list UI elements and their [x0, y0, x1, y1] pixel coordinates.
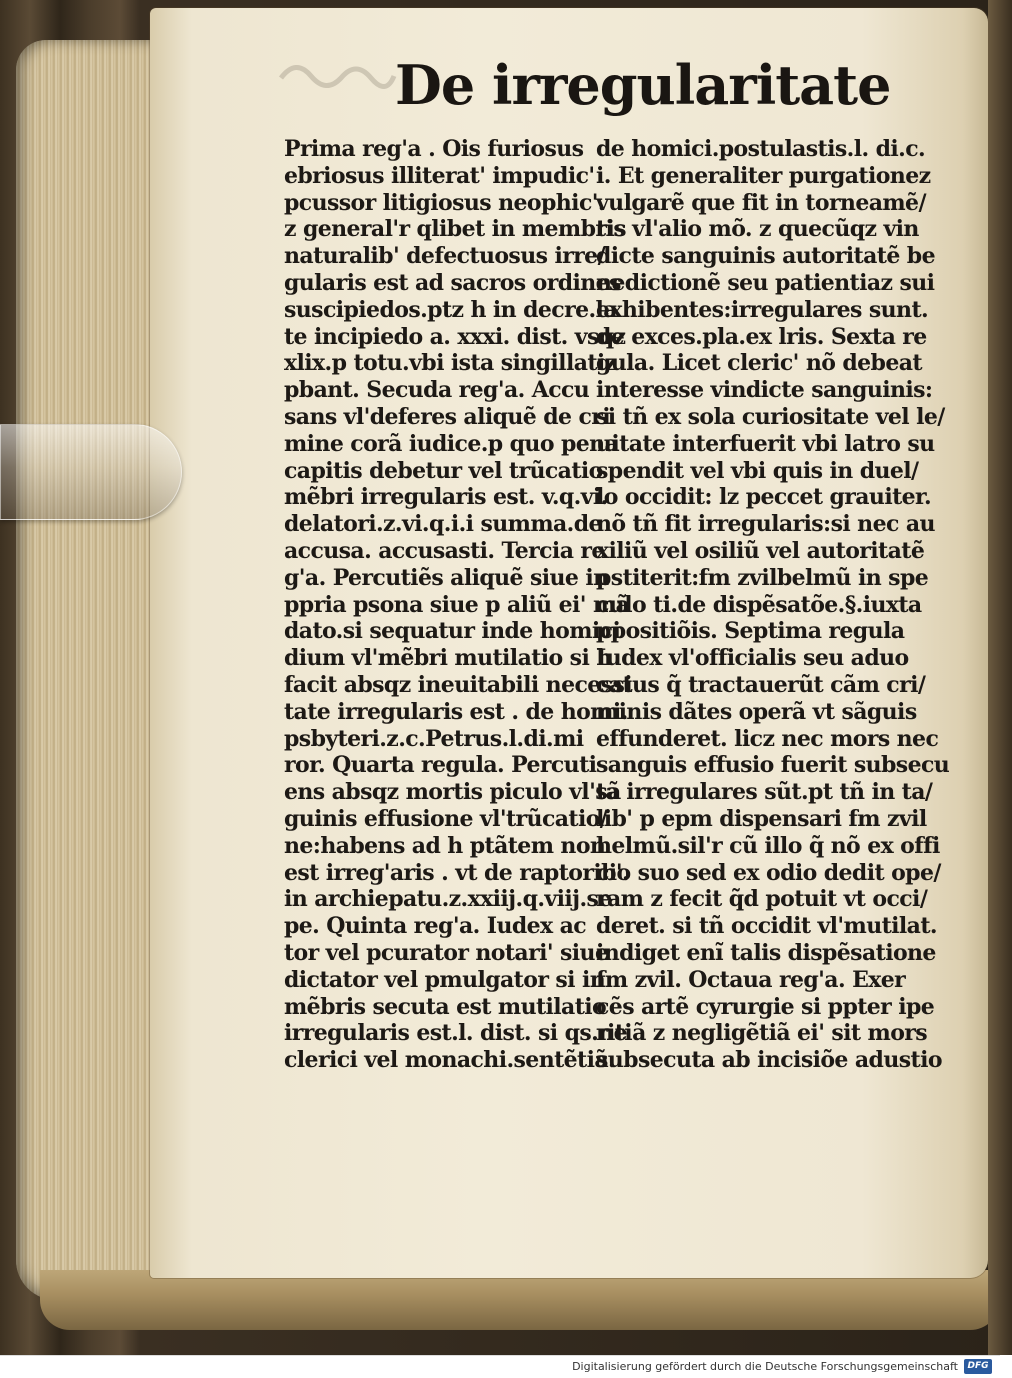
- text-line: Prima reg'a . Ois furiosus: [284, 136, 584, 162]
- text-line: xiliũ vel osiliũ vel autoritatẽ: [596, 537, 925, 564]
- text-line: catus q̃ tractauerũt cãm cri/: [596, 671, 926, 698]
- text-line: pbant. Secuda reg'a. Accu: [284, 377, 590, 404]
- text-line: te incipiedo a. xxxi. dist. vsqz: [284, 323, 626, 350]
- show-through-ink: [276, 48, 396, 98]
- text-line: helmũ.sil'r cũ illo q̃ nõ ex offi: [596, 832, 940, 859]
- text-line: uitate interfuerit vbi latro su: [596, 430, 935, 457]
- text-line: de homici.postulastis.l. di.c.: [596, 136, 926, 162]
- text-line: gula. Licet cleric' nõ debeat: [596, 350, 922, 377]
- text-line: culo ti.de dispẽsatõe.§.iuxta: [596, 591, 922, 618]
- text-line: pcussor litigiosus neophic'.: [284, 189, 605, 216]
- text-line: mẽbri irregularis est. v.q.vi.: [284, 484, 608, 511]
- text-line: naturalib' defectuosus irre/: [284, 243, 606, 270]
- text-line: i. Et generaliter purgationez: [596, 162, 931, 189]
- text-line: tis vl'alio mõ. z quecũqz vin: [596, 216, 919, 243]
- text-line: mẽbris secuta est mutilatio: [284, 993, 607, 1020]
- text-line: xlix.p totu.vbi ista singillatiz: [284, 350, 617, 377]
- text-line: tate irregularis est . de homi.: [284, 698, 628, 725]
- text-line: vulgarẽ que fit in torneamẽ/: [596, 189, 926, 216]
- text-line: si tñ ex sola curiositate vel le/: [596, 403, 945, 430]
- text-column-right: [596, 136, 950, 1074]
- text-line: est irreg'aris . vt de raptorib'.: [284, 859, 630, 886]
- footer-bar: [0, 1355, 1000, 1378]
- text-line: dato.si sequatur inde homici: [284, 618, 621, 645]
- text-line: fm zvil. Octaua reg'a. Exer: [596, 966, 906, 993]
- text-line: exhibentes:irregulares sunt.: [596, 296, 929, 323]
- text-line: suscipiedos.ptz h in decre.la: [284, 296, 617, 323]
- text-line: in archiepatu.z.xxiij.q.viij.se: [284, 886, 612, 913]
- text-line: irregularis est.l. dist. si qs.ne: [284, 1020, 628, 1047]
- page-edges: [16, 40, 158, 1300]
- text-line: lib' p epm dispensari fm zvil: [596, 805, 927, 832]
- text-line: pe. Quinta reg'a. Iudex ac: [284, 913, 587, 940]
- text-line: cio suo sed ex odio dedit ope/: [596, 859, 941, 886]
- text-line: lo occidit: lz peccet grauiter.: [596, 484, 932, 511]
- text-line: effunderet. licz nec mors nec: [596, 725, 939, 752]
- text-line: nedictionẽ seu patientiaz sui: [596, 269, 935, 296]
- text-line: ebriosus illiterat' impudic': [284, 162, 595, 189]
- text-line: spendit vel vbi quis in duel/: [596, 457, 919, 484]
- digitization-credit: Digitalisierung gefördert durch die Deutsche Forschungsgemeinschaft: [572, 1360, 958, 1373]
- text-line: cẽs artẽ cyrurgie si ppter ipe: [596, 993, 935, 1020]
- text-line: nõ tñ fit irregularis:si nec au: [596, 511, 935, 538]
- text-line: ritiã z negligẽtiã ei' sit mors: [596, 1020, 928, 1047]
- text-line: gularis est ad sacros ordines: [284, 269, 621, 296]
- text-line: de exces.pla.ex lris. Sexta re: [596, 323, 927, 350]
- book-gutter-shadow: [988, 0, 1012, 1355]
- text-line: indiget enĩ talis dispẽsatione: [596, 939, 936, 966]
- text-line: dium vl'mẽbri mutilatio si h: [284, 645, 612, 672]
- text-line: z general'r qlibet in membris: [284, 216, 626, 243]
- text-line: psbyteri.z.c.Petrus.l.di.mi: [284, 725, 584, 752]
- dfg-logo: DFG: [964, 1359, 992, 1374]
- text-line: Iudex vl'officialis seu aduo: [596, 645, 909, 672]
- text-line: ppositiõis. Septima regula: [596, 618, 905, 645]
- text-line: ta irregulares sũt.pt tñ in ta/: [596, 779, 933, 806]
- text-line: dictator vel pmulgator si in: [284, 966, 606, 993]
- book-bottom-edge: [40, 1270, 1000, 1330]
- text-line: pstiterit:fm zvilbelmũ in spe: [596, 564, 929, 591]
- text-line: sans vl'deferes aliquẽ de cri: [284, 403, 611, 430]
- page-heading: De irregularitate: [395, 53, 891, 117]
- text-line: facit absqz ineuitabili necessi: [284, 671, 632, 698]
- text-line: minis dãtes operã vt sãguis: [596, 698, 917, 725]
- text-line: ne:habens ad h ptãtem non: [284, 832, 606, 859]
- text-line: ens absqz mortis piculo vl'sã: [284, 779, 621, 806]
- text-line: capitis debetur vel trũcatio: [284, 457, 603, 484]
- text-line: tor vel pcurator notari' siue: [284, 939, 609, 966]
- text-line: sanguis effusio fuerit subsecu: [596, 752, 950, 779]
- text-line: ram z fecit q̃d potuit vt occi/: [596, 886, 928, 913]
- text-line: delatori.z.vi.q.i.i summa.de: [284, 511, 602, 538]
- text-line: ror. Quarta regula. Percuti: [284, 752, 597, 779]
- text-line: g'a. Percutiẽs aliquẽ siue in: [284, 564, 609, 591]
- text-line: deret. si tñ occidit vl'mutilat.: [596, 913, 937, 940]
- text-line: guinis effusione vl'trũcatio/: [284, 805, 608, 832]
- text-line: ppria psona siue p aliũ ei' mã: [284, 591, 630, 618]
- text-line: accusa. accusasti. Tercia re: [284, 537, 605, 564]
- text-column-left: [284, 136, 632, 1074]
- text-line: interesse vindicte sanguinis:: [596, 377, 933, 404]
- page-clip: [0, 424, 182, 520]
- text-line: dicte sanguinis autoritatẽ be: [596, 243, 935, 270]
- text-line: mine corã iudice.p quo pena: [284, 430, 619, 457]
- text-line: subsecuta ab incisiõe adustio: [596, 1047, 942, 1074]
- text-line: clerici vel monachi.sentẽtiã.: [284, 1047, 616, 1074]
